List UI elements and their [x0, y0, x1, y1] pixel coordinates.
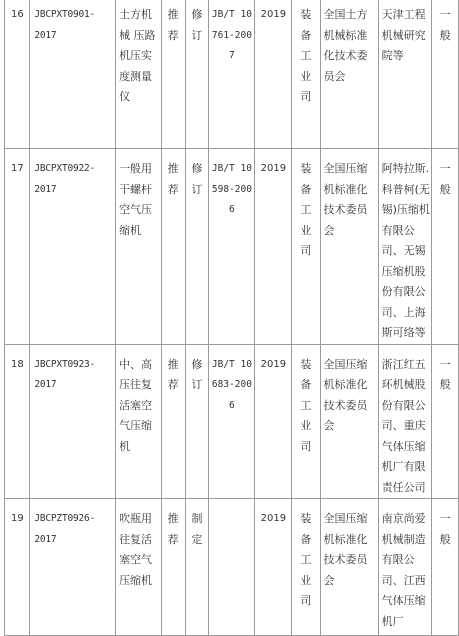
priority: 一般	[439, 357, 451, 391]
revision-type: 修订	[191, 8, 203, 42]
completion-year: 2019	[260, 163, 287, 174]
standard-kind-cell	[161, 0, 185, 149]
drafting-organization: 南京尚爱机械制造有限公司、江西气体压缩机厂	[381, 512, 426, 628]
row-number-cell	[5, 0, 30, 149]
standard-kind-cell	[161, 149, 185, 345]
technical-committee-cell	[320, 344, 378, 499]
row-number-cell	[5, 344, 30, 499]
table-body	[5, 0, 459, 636]
replaced-standard: JB/T 10761-2007	[211, 9, 252, 61]
row-number: 19	[11, 513, 24, 524]
department-cell	[292, 344, 320, 499]
technical-committee: 全国土方机械标准化技术委员会	[323, 8, 368, 83]
revision-type: 修订	[191, 162, 203, 196]
technical-committee: 全国压缩机标准化技术委员会	[323, 162, 368, 237]
replaced-standard: JB/T 10683-2006	[211, 358, 252, 411]
project-code-cell	[30, 344, 116, 499]
priority-cell	[432, 499, 459, 636]
row-number-cell	[5, 149, 30, 345]
technical-committee-cell	[320, 0, 378, 149]
standard-name-cell	[116, 344, 162, 499]
table-row	[5, 344, 459, 499]
department-cell	[292, 149, 320, 345]
standard-name-cell	[116, 499, 162, 636]
project-code-cell	[30, 149, 116, 345]
drafting-organization: 浙江红五环机械股份有限公司、重庆气体压缩机厂有限责任公司	[381, 357, 426, 494]
standard-kind-cell	[161, 499, 185, 636]
standard-kind: 推荐	[167, 357, 179, 391]
drafting-organization-cell	[378, 499, 432, 636]
technical-committee-cell	[320, 499, 378, 636]
department: 装备工业司	[300, 162, 312, 257]
drafting-organization-cell	[378, 149, 432, 345]
revision-type-cell	[185, 344, 209, 499]
department: 装备工业司	[300, 512, 312, 607]
priority-cell	[432, 344, 459, 499]
project-code: JBCPXT0923-2017	[34, 358, 96, 390]
replaced-standard-cell	[209, 0, 255, 149]
row-number: 16	[11, 9, 24, 20]
priority-cell	[432, 0, 459, 149]
revision-type-cell	[185, 0, 209, 149]
standard-kind-cell	[161, 344, 185, 499]
standard-name: 土方机械 压路机压实度测量仪	[119, 8, 156, 103]
completion-year: 2019	[260, 358, 287, 370]
standard-name-cell	[116, 149, 162, 345]
standard-name: 中、高压往复活塞空气压缩机	[119, 357, 153, 453]
priority-cell	[432, 149, 459, 345]
completion-year-cell	[255, 344, 292, 499]
drafting-organization: 天津工程机械研究院等	[381, 8, 426, 62]
table-row	[5, 149, 459, 345]
project-code: JBCPXT0922-2017	[34, 163, 96, 195]
drafting-organization-cell	[378, 344, 432, 499]
revision-type-cell	[185, 149, 209, 345]
standard-name: 吹瓶用往复活塞空气压缩机	[119, 512, 153, 587]
project-code: JBCPXT0901-2017	[34, 9, 96, 41]
project-code: JBCPZT0926-2017	[34, 513, 96, 545]
revision-type-cell	[185, 499, 209, 636]
technical-committee: 全国压缩机标准化技术委员会	[323, 512, 368, 587]
completion-year: 2019	[260, 9, 287, 20]
row-number: 18	[11, 358, 24, 370]
priority: 一般	[439, 162, 451, 196]
department: 装备工业司	[300, 8, 312, 103]
table-row	[5, 0, 459, 149]
completion-year-cell	[255, 499, 292, 636]
completion-year-cell	[255, 0, 292, 149]
row-number: 17	[11, 163, 24, 174]
technical-committee: 全国压缩机标准化技术委员会	[323, 357, 368, 432]
drafting-organization: 阿特拉斯.科普柯(无锡)压缩机有限公司、无锡压缩机股份有限公司、上海斯可络等	[381, 162, 430, 339]
standard-kind: 推荐	[167, 162, 179, 196]
revision-type: 修订	[191, 357, 203, 391]
department-cell	[292, 0, 320, 149]
revision-type: 制定	[191, 512, 203, 546]
priority: 一般	[439, 512, 451, 546]
standard-name: 一般用干螺杆空气压缩机	[119, 162, 153, 237]
project-code-cell	[30, 0, 116, 149]
table-row	[5, 499, 459, 636]
drafting-organization-cell	[378, 0, 432, 149]
replaced-standard-cell	[209, 499, 255, 636]
row-number-cell	[5, 499, 30, 636]
priority: 一般	[439, 8, 451, 42]
standard-kind: 推荐	[167, 8, 179, 42]
department: 装备工业司	[300, 357, 312, 453]
replaced-standard-cell	[209, 149, 255, 345]
replaced-standard: JB/T 10598-2006	[211, 163, 252, 215]
replaced-standard-cell	[209, 344, 255, 499]
project-code-cell	[30, 499, 116, 636]
technical-committee-cell	[320, 149, 378, 345]
department-cell	[292, 499, 320, 636]
standard-kind: 推荐	[167, 512, 179, 546]
completion-year-cell	[255, 149, 292, 345]
standard-name-cell	[116, 0, 162, 149]
standards-table	[4, 0, 459, 636]
completion-year: 2019	[260, 513, 287, 524]
